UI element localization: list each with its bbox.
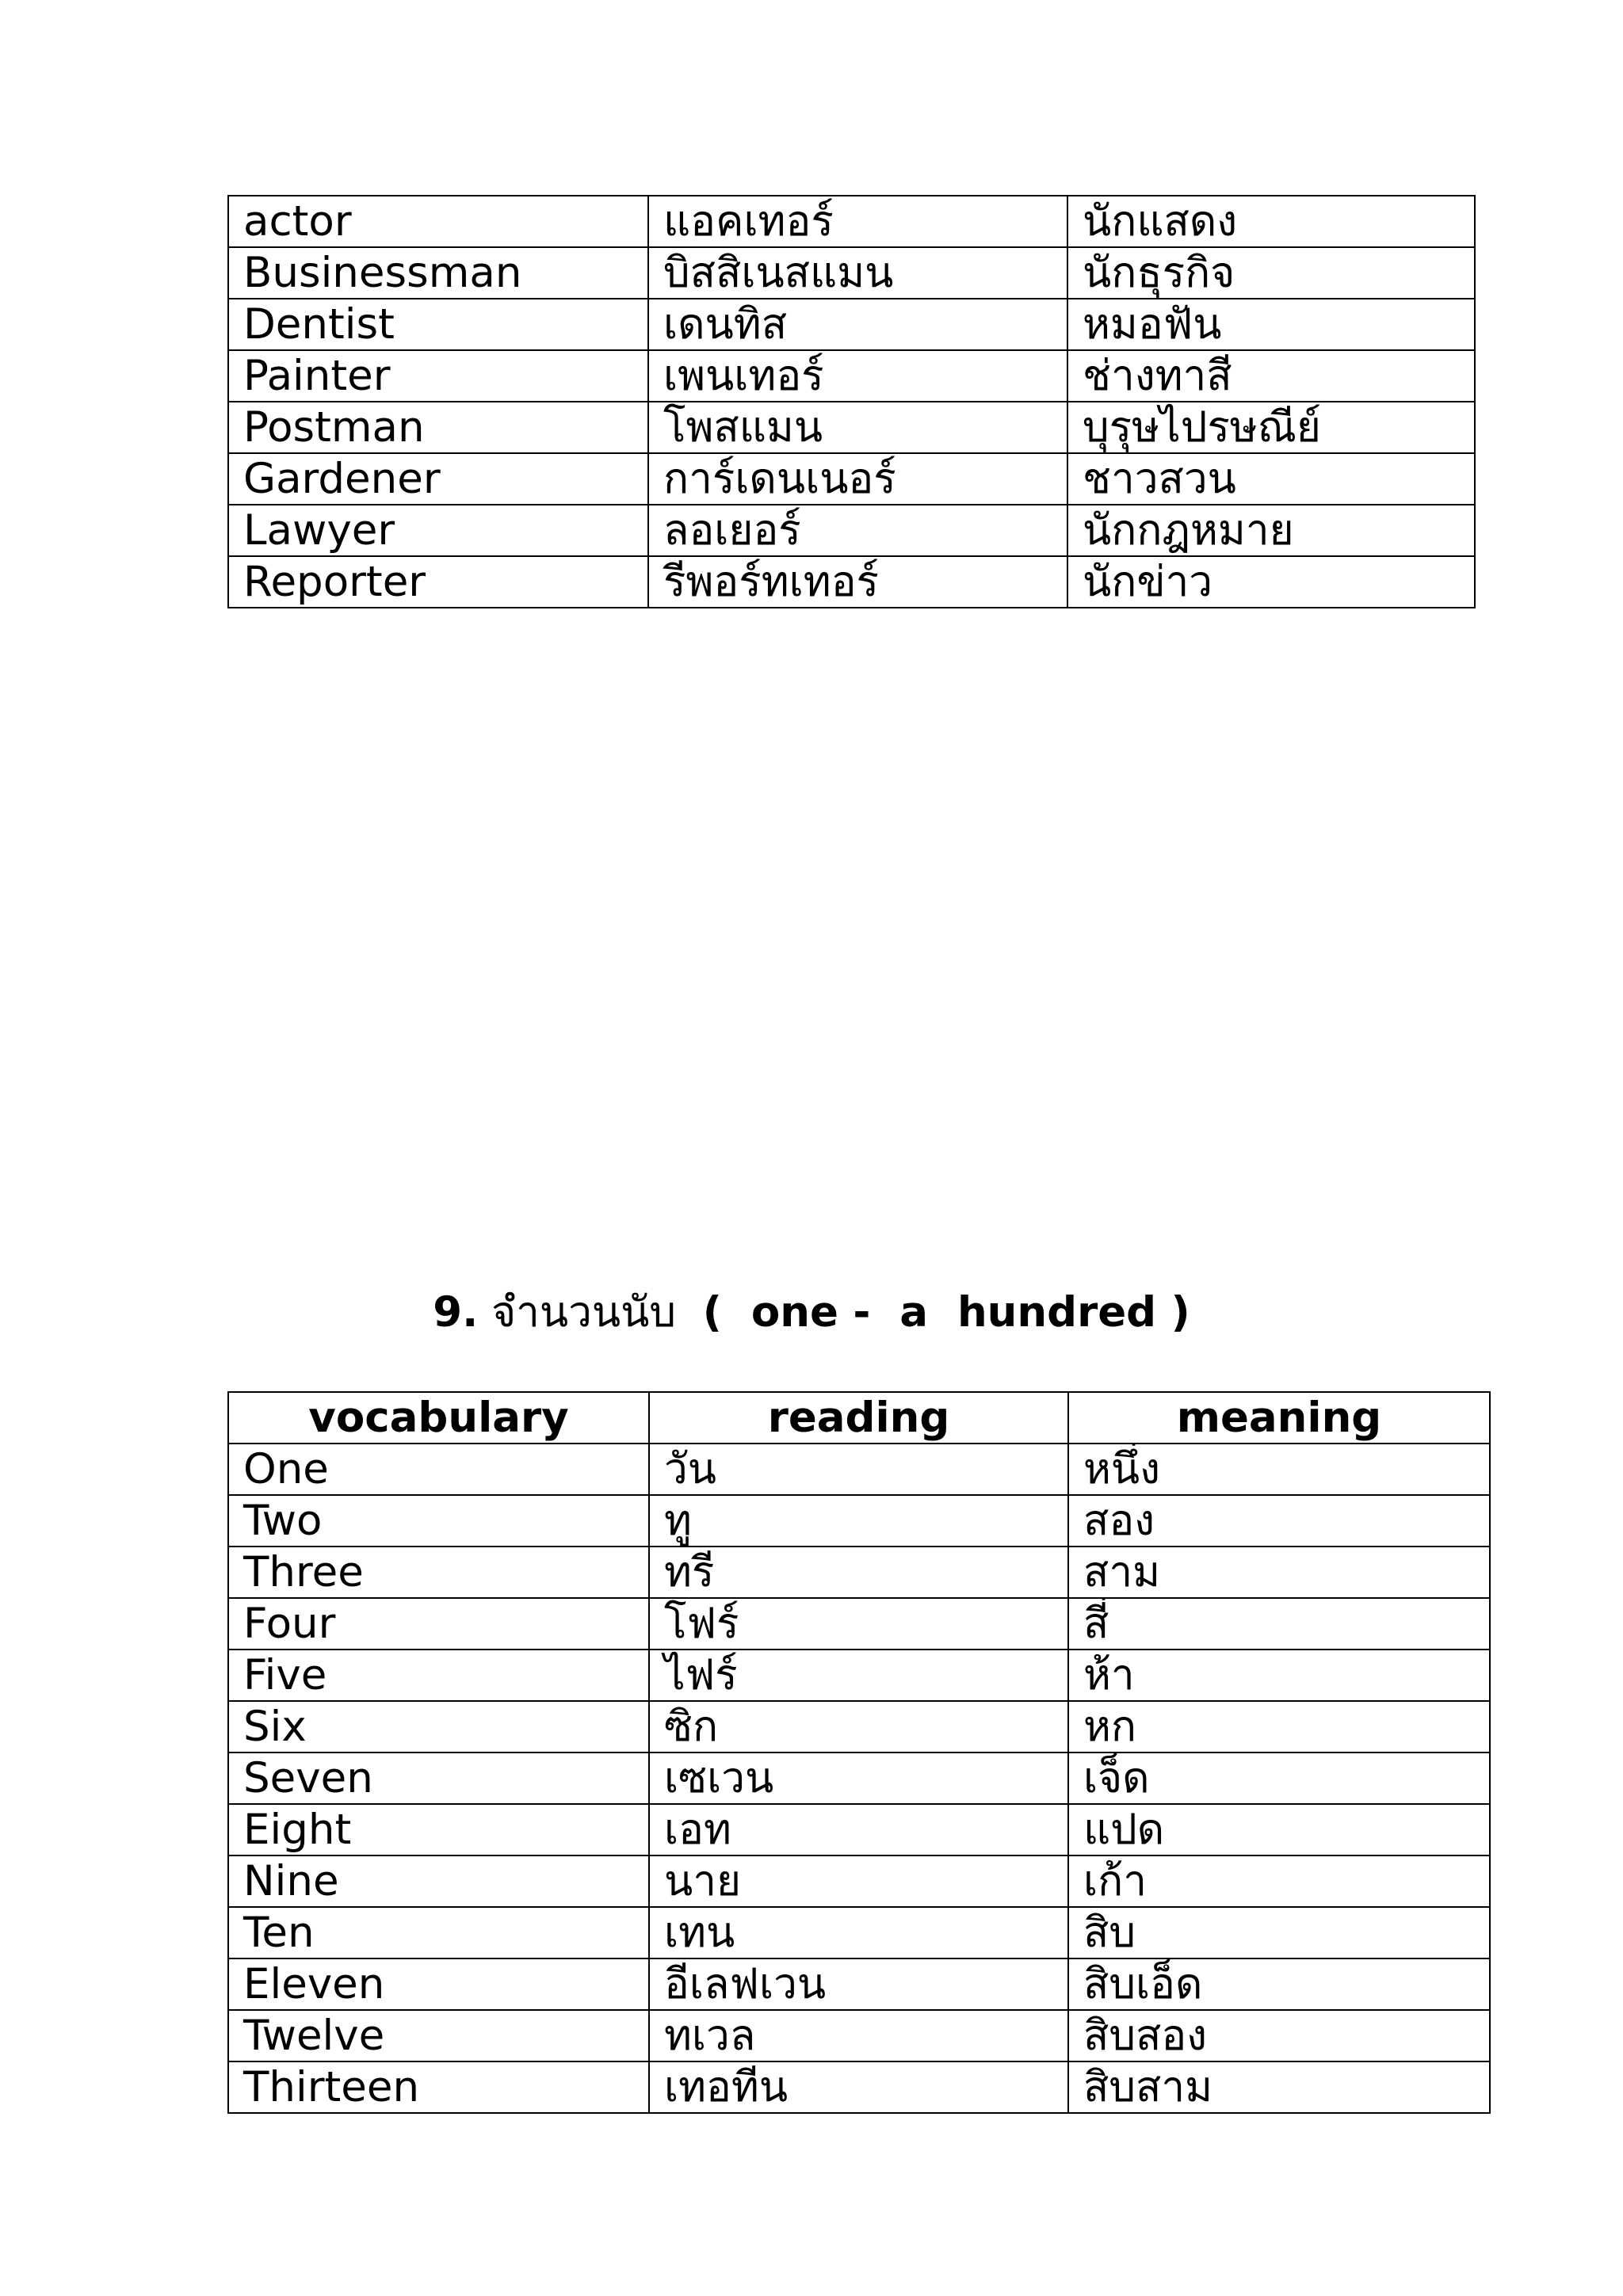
meaning-cell: สาม (1068, 1547, 1490, 1598)
table-row (228, 1855, 1490, 1907)
vocabulary-cell: Eleven (228, 1958, 649, 2010)
table-row (228, 1444, 1490, 1495)
table-row (228, 1547, 1490, 1598)
vocabulary-cell: Thirteen (228, 2061, 649, 2113)
meaning-cell: เจ็ด (1068, 1753, 1490, 1804)
table-row (228, 1907, 1490, 1958)
table-header-row (228, 1392, 1490, 1444)
meaning-cell: สี่ (1068, 1598, 1490, 1650)
reading-cell: เทอทีน (649, 2061, 1068, 2113)
meaning-cell: นักกฎหมาย (1067, 505, 1475, 556)
reading-cell: ลอเยอร์ (648, 505, 1067, 556)
vocabulary-cell: Five (228, 1650, 649, 1701)
vocabulary-cell: Six (228, 1701, 649, 1753)
reading-cell: นาย (649, 1855, 1068, 1907)
table-row (228, 505, 1475, 556)
table-row (228, 402, 1475, 453)
column-header-reading: reading (649, 1392, 1068, 1444)
meaning-cell: หมอฟัน (1067, 299, 1475, 350)
meaning-cell: นักแสดง (1067, 196, 1475, 247)
meaning-cell: สิบเอ็ด (1068, 1958, 1490, 2010)
reading-cell: ทรี (649, 1547, 1068, 1598)
meaning-cell: นักข่าว (1067, 556, 1475, 608)
vocabulary-cell: Seven (228, 1753, 649, 1804)
reading-cell: ทเวล (649, 2010, 1068, 2061)
section-thai-title: จำนวนนับ (491, 1288, 676, 1337)
table-row (228, 1701, 1490, 1753)
vocabulary-cell: actor (228, 196, 648, 247)
vocabulary-cell: Three (228, 1547, 649, 1598)
numbers-vocab-table (227, 1391, 1491, 2114)
table-row (228, 299, 1475, 350)
table-row (228, 453, 1475, 505)
vocabulary-cell: Painter (228, 350, 648, 402)
table-row (228, 2061, 1490, 2113)
section-heading (0, 1285, 1623, 1341)
reading-cell: เดนทิส (648, 299, 1067, 350)
table-row (228, 556, 1475, 608)
reading-cell: โพสแมน (648, 402, 1067, 453)
vocabulary-cell: Nine (228, 1855, 649, 1907)
vocabulary-cell: Two (228, 1495, 649, 1547)
reading-cell: เอท (649, 1804, 1068, 1855)
vocabulary-cell: Dentist (228, 299, 648, 350)
reading-cell: เพนเทอร์ (648, 350, 1067, 402)
section-english-title: ( one - a hundred ) (702, 1288, 1190, 1337)
meaning-cell: บุรุษไปรษณีย์ (1067, 402, 1475, 453)
meaning-cell: สิบสาม (1068, 2061, 1490, 2113)
vocabulary-cell: Lawyer (228, 505, 648, 556)
reading-cell: อีเลฟเวน (649, 1958, 1068, 2010)
table-row (228, 1495, 1490, 1547)
meaning-cell: เก้า (1068, 1855, 1490, 1907)
meaning-cell: หนึ่ง (1068, 1444, 1490, 1495)
meaning-cell: แปด (1068, 1804, 1490, 1855)
vocabulary-cell: One (228, 1444, 649, 1495)
meaning-cell: นักธุรกิจ (1067, 247, 1475, 299)
meaning-cell: ห้า (1068, 1650, 1490, 1701)
table-row (228, 1804, 1490, 1855)
reading-cell: ไฟร์ (649, 1650, 1068, 1701)
column-header-meaning: meaning (1068, 1392, 1490, 1444)
vocabulary-cell: Four (228, 1598, 649, 1650)
reading-cell: รีพอร์ทเทอร์ (648, 556, 1067, 608)
reading-cell: ทู (649, 1495, 1068, 1547)
meaning-cell: สิบสอง (1068, 2010, 1490, 2061)
table-row (228, 1650, 1490, 1701)
meaning-cell: สอง (1068, 1495, 1490, 1547)
reading-cell: แอคเทอร์ (648, 196, 1067, 247)
reading-cell: บิสสิเนสแมน (648, 247, 1067, 299)
table-row (228, 350, 1475, 402)
reading-cell: ซิก (649, 1701, 1068, 1753)
reading-cell: เทน (649, 1907, 1068, 1958)
meaning-cell: ชาวสวน (1067, 453, 1475, 505)
reading-cell: การ์เดนเนอร์ (648, 453, 1067, 505)
vocabulary-cell: Postman (228, 402, 648, 453)
occupations-vocab-table (227, 195, 1476, 608)
table-row (228, 1958, 1490, 2010)
reading-cell: โฟร์ (649, 1598, 1068, 1650)
column-header-vocabulary: vocabulary (228, 1392, 649, 1444)
meaning-cell: สิบ (1068, 1907, 1490, 1958)
vocabulary-cell: Gardener (228, 453, 648, 505)
table-row (228, 196, 1475, 247)
reading-cell: วัน (649, 1444, 1068, 1495)
table-row (228, 247, 1475, 299)
vocabulary-cell: Ten (228, 1907, 649, 1958)
vocabulary-cell: Twelve (228, 2010, 649, 2061)
vocabulary-cell: Businessman (228, 247, 648, 299)
section-number: 9. (433, 1288, 479, 1337)
meaning-cell: หก (1068, 1701, 1490, 1753)
vocabulary-cell: Reporter (228, 556, 648, 608)
table-row (228, 2010, 1490, 2061)
meaning-cell: ช่างทาสี (1067, 350, 1475, 402)
table-row (228, 1598, 1490, 1650)
reading-cell: เซเวน (649, 1753, 1068, 1804)
vocabulary-cell: Eight (228, 1804, 649, 1855)
table-row (228, 1753, 1490, 1804)
